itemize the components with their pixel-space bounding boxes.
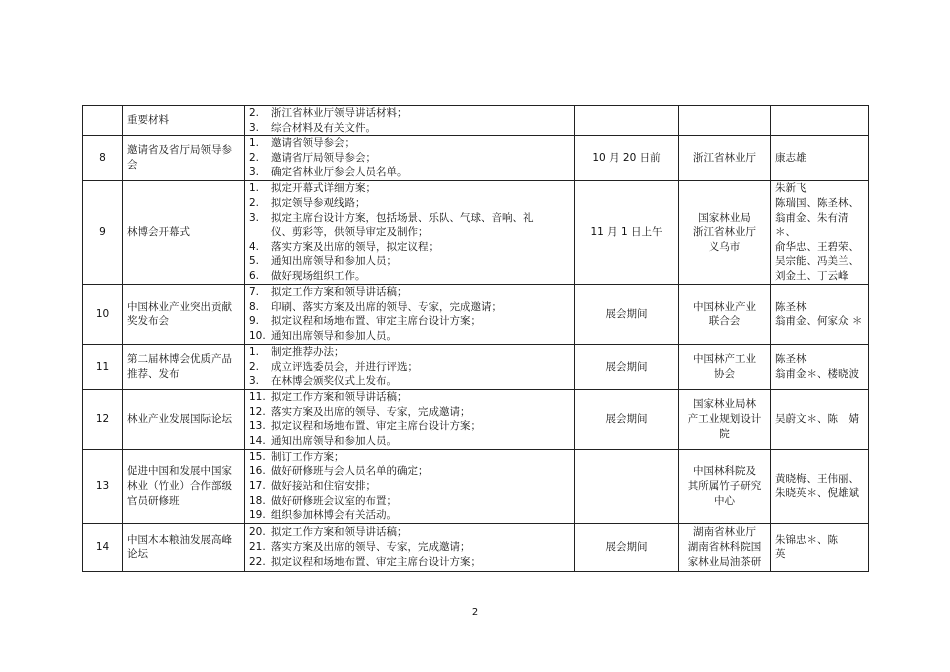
task-number: 3. <box>249 121 260 134</box>
task-text: 拟定工作方案和领导讲话稿； <box>271 286 408 299</box>
task-text: 浙江省林业厅领导讲话材料； <box>271 107 408 119</box>
person-line: 翁甫金、何家众 ＊ <box>775 315 863 328</box>
table-row <box>83 180 869 284</box>
person-line: 陈圣林 <box>775 353 807 366</box>
task-text: 邀请省领导参会； <box>271 137 355 150</box>
task-number: 1. <box>249 345 260 358</box>
person-line: 翁甫金＊、楼晓波 <box>775 367 859 380</box>
row-number: 9 <box>83 180 123 284</box>
task-item <box>249 464 570 479</box>
unit-line: 国家林业局 <box>698 211 751 224</box>
task-text: 做好接站和住宿安排； <box>271 479 376 492</box>
task-item <box>249 121 570 136</box>
task-item <box>249 300 570 315</box>
table-row <box>83 344 869 389</box>
responsible-unit <box>679 106 771 136</box>
task-text: 通知出席领导和参加人员。 <box>271 330 397 343</box>
task-item <box>249 314 570 329</box>
responsible-persons <box>771 389 869 449</box>
unit-line: 联合会 <box>708 315 741 328</box>
responsible-persons <box>771 136 869 181</box>
task-number: 18. <box>249 494 266 507</box>
row-number: 14 <box>83 523 123 571</box>
task-number: 14. <box>249 434 266 447</box>
task-text: 做好现场组织工作。 <box>271 269 366 282</box>
unit-line: 湖南省林业厅 <box>693 526 756 539</box>
table-row <box>83 449 869 523</box>
responsible-unit <box>679 136 771 181</box>
task-list <box>245 523 575 571</box>
task-number: 1. <box>249 137 260 150</box>
task-number: 3. <box>249 166 260 179</box>
task-item <box>249 479 570 494</box>
task-text: 仪、剪彩等，供领导审定及制作； <box>271 226 429 239</box>
task-number: 3. <box>249 375 260 388</box>
task-list <box>245 389 575 449</box>
task-item <box>249 225 570 240</box>
task-item <box>249 390 570 405</box>
table-row <box>83 389 869 449</box>
task-item <box>249 285 570 300</box>
time-cell: 展会期间 <box>575 523 679 571</box>
responsible-unit <box>679 180 771 284</box>
task-number: 15. <box>249 450 266 463</box>
task-text: 拟定工作方案和领导讲话稿； <box>271 526 408 539</box>
row-number: 10 <box>83 284 123 344</box>
task-item <box>249 555 570 570</box>
task-text: 拟定开幕式详细方案； <box>271 182 376 195</box>
time-cell <box>575 449 679 523</box>
task-number: 22. <box>249 555 266 568</box>
task-text: 综合材料及有关文件。 <box>271 121 376 134</box>
person-line: 陈圣林 <box>775 300 807 313</box>
unit-line: 中国林业产业 <box>693 300 756 313</box>
unit-line: 浙江省林业厅 <box>693 226 756 239</box>
person-line: 翁甫金、朱有清＊、 <box>775 211 849 239</box>
person-line: 朱锦忠＊、陈 英 <box>775 533 859 561</box>
responsible-persons <box>771 523 869 571</box>
task-text: 拟定议程和场地布置、审定主席台设计方案； <box>271 420 481 433</box>
person-line: 吴宗能、冯美兰、 <box>775 255 859 268</box>
person-line: 吴蔚文＊、陈 婧 <box>775 412 859 425</box>
task-text: 拟定工作方案和领导讲话稿； <box>271 391 408 404</box>
task-text: 确定省林业厅参会人员名单。 <box>271 166 408 179</box>
unit-line: 其所属竹子研究 <box>687 479 762 492</box>
task-item <box>249 508 570 523</box>
unit-line: 中心 <box>714 494 735 507</box>
responsible-unit <box>679 284 771 344</box>
row-number: 11 <box>83 344 123 389</box>
responsible-persons <box>771 449 869 523</box>
activity-name: 林业产业发展国际论坛 <box>123 389 245 449</box>
activity-name: 中国木本粮油发展高峰论坛 <box>123 523 245 571</box>
row-number: 13 <box>83 449 123 523</box>
responsible-persons <box>771 344 869 389</box>
unit-line: 湖南省林科院国 <box>687 540 762 553</box>
table-body <box>83 106 869 572</box>
task-item <box>249 240 570 255</box>
task-text: 印刷、落实方案及出席的领导、专家，完成邀请； <box>271 300 502 313</box>
task-text: 落实方案及出席的领导、专家，完成邀请； <box>271 540 471 553</box>
unit-line: 院 <box>719 427 730 440</box>
task-number: 19. <box>249 509 266 522</box>
activity-name: 促进中国和发展中国家林业（竹业）合作部级官员研修班 <box>123 449 245 523</box>
activity-name: 林博会开幕式 <box>123 180 245 284</box>
task-text: 组织参加林博会有关活动。 <box>271 509 397 522</box>
unit-line: 中国林科院及 <box>693 465 756 478</box>
unit-line: 产工业规划设计 <box>687 412 762 425</box>
task-number: 6. <box>249 269 260 282</box>
task-text: 拟定议程和场地布置、审定主席台设计方案； <box>271 315 481 328</box>
table-row <box>83 136 869 181</box>
task-number: 2. <box>249 151 260 164</box>
responsible-unit <box>679 449 771 523</box>
task-list <box>245 136 575 181</box>
task-item <box>249 525 570 540</box>
task-number: 2. <box>249 107 260 119</box>
row-number: 12 <box>83 389 123 449</box>
task-number: 17. <box>249 479 266 492</box>
unit-line: 国家林业局林 <box>693 398 756 411</box>
table-row <box>83 284 869 344</box>
task-item <box>249 405 570 420</box>
responsible-persons <box>771 180 869 284</box>
responsible-unit <box>679 523 771 571</box>
task-item <box>249 434 570 449</box>
responsible-persons <box>771 106 869 136</box>
person-line: 黄晓梅、王伟丽、 <box>775 472 859 485</box>
task-number: 2. <box>249 360 260 373</box>
task-text: 在林博会颁奖仪式上发布。 <box>271 375 397 388</box>
task-list <box>245 284 575 344</box>
time-cell: 10 月 20 日前 <box>575 136 679 181</box>
task-item <box>249 165 570 180</box>
task-item <box>249 181 570 196</box>
person-line: 朱新飞 <box>775 182 807 195</box>
task-list <box>245 180 575 284</box>
unit-line: 协会 <box>714 367 735 380</box>
task-text: 拟定领导参观线路； <box>271 196 366 209</box>
task-number: 4. <box>249 240 260 253</box>
task-number: 10. <box>249 330 266 343</box>
task-text: 通知出席领导和参加人员； <box>271 255 397 268</box>
activity-name: 重要材料 <box>123 106 245 136</box>
page-number: 2 <box>471 607 479 618</box>
person-line: 俞华忠、王碧荣、 <box>775 240 859 253</box>
task-text: 做好研修班会议室的布置； <box>271 494 397 507</box>
task-item <box>249 345 570 360</box>
task-item <box>249 494 570 509</box>
task-text: 拟定议程和场地布置、审定主席台设计方案； <box>271 555 481 568</box>
table-row <box>83 106 869 136</box>
task-number: 11. <box>249 391 266 404</box>
task-text: 做好研修班与会人员名单的确定； <box>271 465 429 478</box>
task-text: 落实方案及出席的领导，拟定议程； <box>271 240 439 253</box>
task-number: 7. <box>249 286 260 299</box>
activity-name: 邀请省及省厅局领导参会 <box>123 136 245 181</box>
task-item <box>249 450 570 465</box>
task-item <box>249 211 570 226</box>
task-number: 1. <box>249 182 260 195</box>
time-cell: 展会期间 <box>575 344 679 389</box>
task-item <box>249 106 570 121</box>
task-item <box>249 196 570 211</box>
time-cell: 展会期间 <box>575 389 679 449</box>
unit-line: 浙江省林业厅 <box>693 151 756 164</box>
responsible-unit <box>679 389 771 449</box>
person-line: 刘金土、丁云峰 <box>775 269 849 282</box>
task-list <box>245 344 575 389</box>
responsible-persons <box>771 284 869 344</box>
person-line: 朱晓英＊、倪雄斌 <box>775 487 859 500</box>
task-item <box>249 419 570 434</box>
task-item <box>249 360 570 375</box>
task-list <box>245 106 575 136</box>
task-number: 21. <box>249 540 266 553</box>
task-number: 8. <box>249 300 260 313</box>
unit-line: 义乌市 <box>708 240 741 253</box>
row-number <box>83 106 123 136</box>
task-text: 邀请省厅局领导参会； <box>271 151 376 164</box>
task-text: 成立评选委员会，并进行评选； <box>271 360 418 373</box>
task-text: 落实方案及出席的领导、专家，完成邀请； <box>271 405 471 418</box>
task-text: 通知出席领导和参加人员。 <box>271 434 397 447</box>
task-list <box>245 449 575 523</box>
activity-name: 中国林业产业突出贡献奖发布会 <box>123 284 245 344</box>
time-cell <box>575 106 679 136</box>
task-table <box>82 105 869 572</box>
task-number: 2. <box>249 196 260 209</box>
table-row <box>83 523 869 571</box>
task-text: 制订工作方案； <box>271 450 345 463</box>
unit-line: 家林业局油茶研 <box>687 555 762 568</box>
time-cell: 展会期间 <box>575 284 679 344</box>
task-number: 16. <box>249 465 266 478</box>
unit-line: 中国林产工业 <box>693 353 756 366</box>
task-item <box>249 151 570 166</box>
task-text: 拟定主席台设计方案，包括场景、乐队、气球、音响、礼 <box>271 211 534 224</box>
responsible-unit <box>679 344 771 389</box>
task-number: 12. <box>249 405 266 418</box>
activity-name: 第二届林博会优质产品推荐、发布 <box>123 344 245 389</box>
task-item <box>249 540 570 555</box>
task-number: 13. <box>249 420 266 433</box>
task-item <box>249 269 570 284</box>
task-item <box>249 254 570 269</box>
person-line: 陈瑞国、陈圣林、 <box>775 196 859 209</box>
task-text: 制定推荐办法； <box>271 345 345 358</box>
time-cell: 11 月 1 日上午 <box>575 180 679 284</box>
person-line: 康志雄 <box>775 151 807 164</box>
task-item <box>249 136 570 151</box>
task-item <box>249 329 570 344</box>
row-number: 8 <box>83 136 123 181</box>
task-item <box>249 374 570 389</box>
task-number: 9. <box>249 315 260 328</box>
task-number: 3. <box>249 211 260 224</box>
task-number: 5. <box>249 255 260 268</box>
task-number: 20. <box>249 526 266 539</box>
